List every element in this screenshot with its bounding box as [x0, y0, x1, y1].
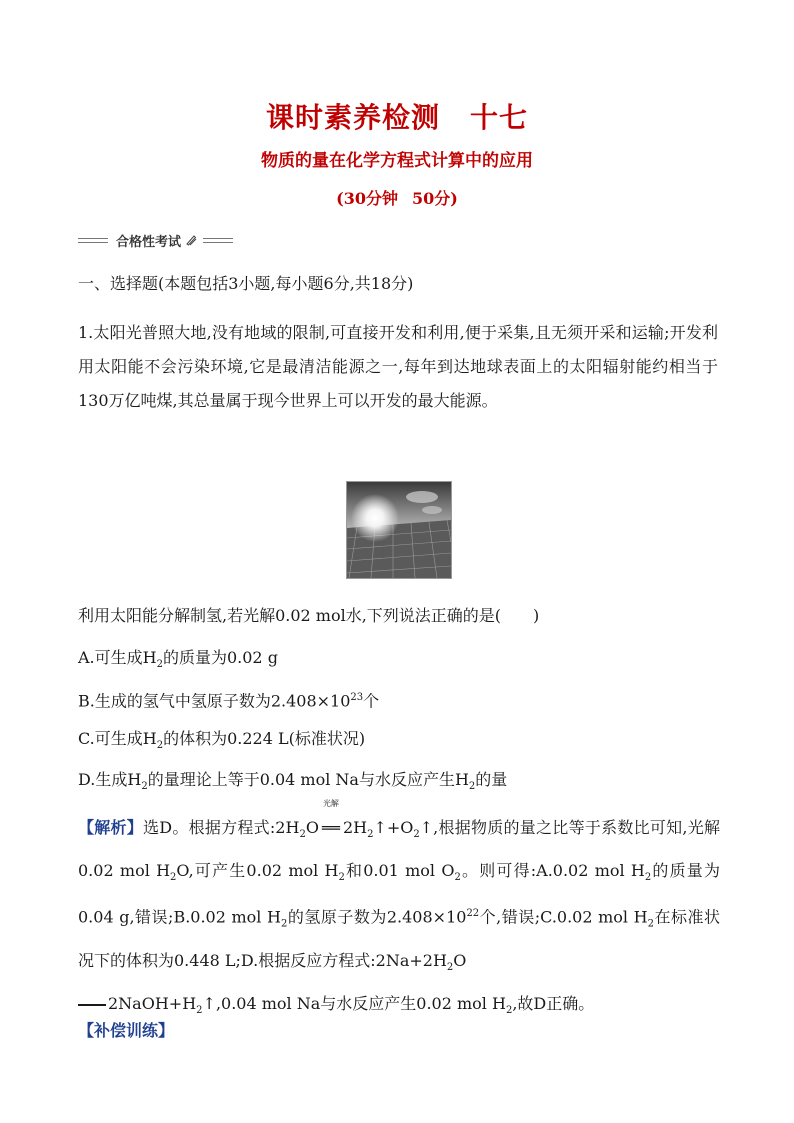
analysis-block: 【解析】选D。根据方程式$:2H_2O$ 光解 ══ $2H_2↑+O_2↑$,根据物质的量之比等于系数比可知,光解0.02 mol $H_2O$,可产生0.02 mol $H_2$和0.01 mol $O_2$。则可得:A.0.02 mol $H_2$的质量为0.04 g,错误;B.0.02 mol $H_2$的氢原子数为$2.408\times 10^{22}$个,错误;C.0.02 mol $H_2$在标准状况下的体积为0.448 L;D.根据反应方程式$:2Na+2H_2O$ $2NaOH+H_2↑,0.04$ mol Na与水反应产生0.02 mol $H_2$,故D正确。 — [78, 799, 720, 1017]
part-heading: 一、选择题(本题包括3小题,每小题6分,共18分) — [78, 274, 414, 293]
divider-left — [78, 238, 108, 243]
time-score-info: (30分钟 50分) — [336, 189, 458, 208]
total-score: 50分 — [412, 189, 451, 208]
page-title — [0, 96, 794, 136]
section-label: 合格性考试 — [116, 234, 182, 250]
title-main: 课时素养检测 — [265, 101, 440, 134]
option-a: A.可生成$H_2$的质量为0.02 g — [78, 648, 278, 671]
time-limit: 30分钟 — [343, 189, 398, 208]
analysis-label: 【解析】 — [78, 818, 144, 837]
option-d: D.生成$H_2$的量理论上等于0.04 mol Na与水反应产生$H_2$的量 — [78, 770, 508, 793]
option-c: C.可生成$H_2$的体积为0.224 L(标准状况) — [78, 729, 366, 752]
title-number: 十七 — [470, 101, 529, 134]
option-b: B.生成的氢气中氢原子数为$2.408\times 10^{23}$个 — [78, 691, 380, 711]
photolysis-arrow: 光解 ══ — [321, 799, 340, 837]
question-stem: 利用太阳能分解制氢,若光解0.02 mol水,下列说法正确的是( ) — [78, 606, 540, 625]
section-banner — [78, 230, 233, 250]
reaction-equals — [78, 1004, 106, 1006]
page-subtitle: 物质的量在化学方程式计算中的应用 — [261, 151, 533, 171]
supplement-label: 【补偿训练】 — [78, 1021, 175, 1040]
question-intro: 1.太阳光普照大地,没有地域的限制,可直接开发和利用,便于采集,且无须开采和运输;开发利用太阳能不会污染环境,它是最清洁能源之一,每年到达地球表面上的太阳辐射能约相当于130万亿吨煤,其总量属于现今世界上可以开发的最大能源。 — [78, 323, 718, 410]
pen-icon — [185, 234, 197, 246]
solar-panel-image — [346, 481, 452, 579]
divider-right — [203, 238, 233, 243]
